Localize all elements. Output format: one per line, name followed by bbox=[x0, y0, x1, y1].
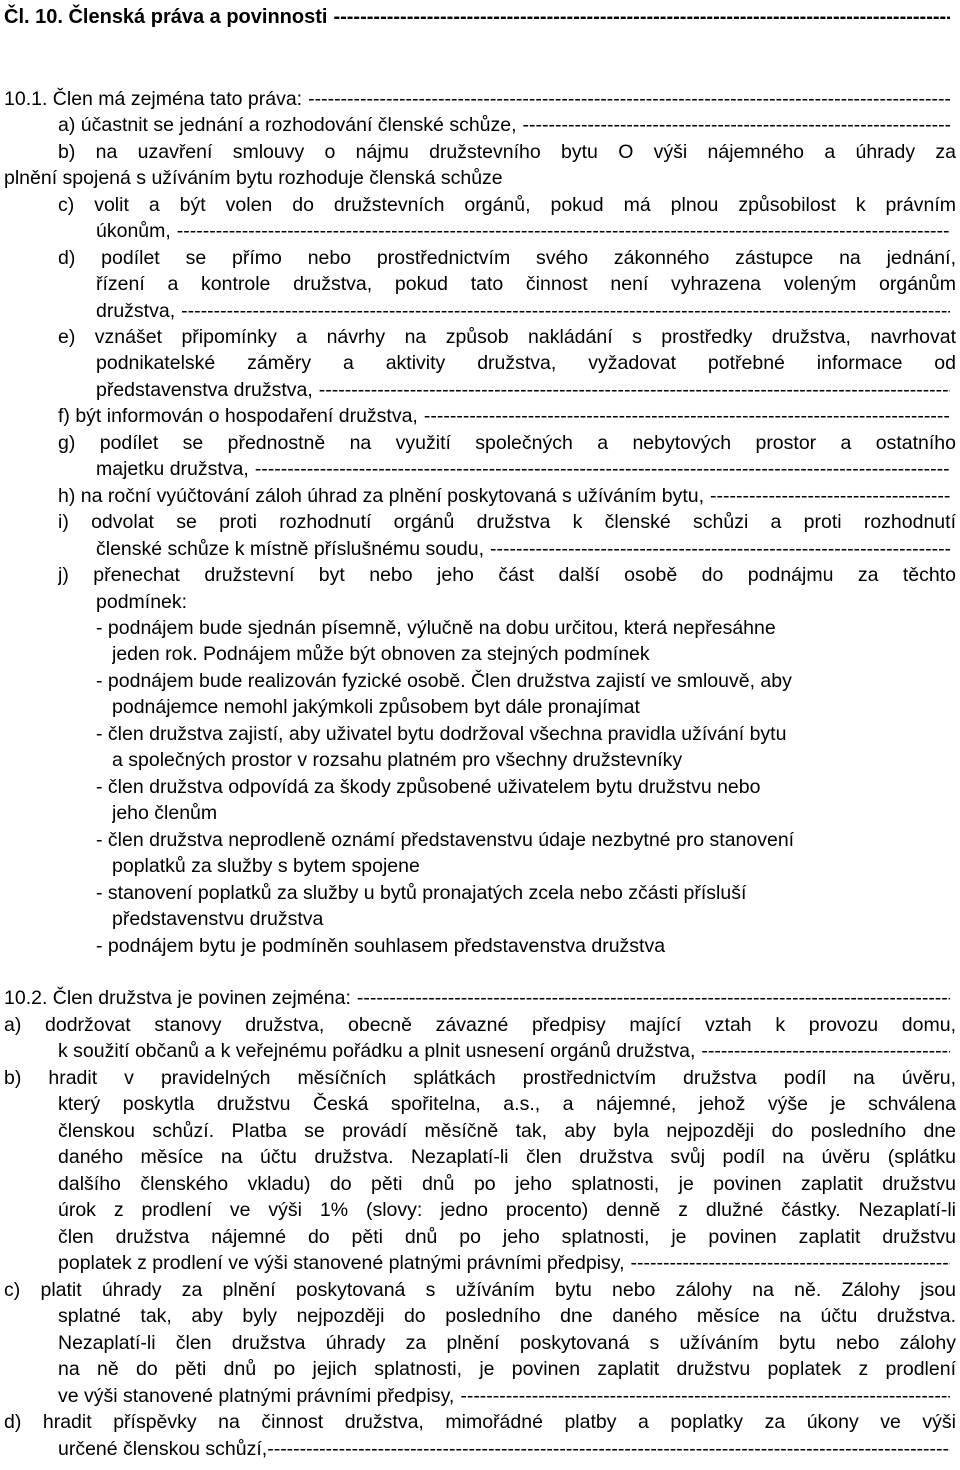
condition-line: - člen družstva zajistí, aby uživatel bytu dodržoval všechna pravidla užívání bytu bbox=[96, 723, 787, 745]
dash-leader bbox=[460, 1383, 950, 1409]
right-item-e-cont2 bbox=[96, 377, 950, 403]
duty-item-c-cont: splatné tak, aby byly nejpozději do posledního dne daného měsíce na účtu družstva. bbox=[58, 1305, 956, 1327]
right-item-d-cont2 bbox=[96, 298, 950, 324]
right-item-g-cont bbox=[96, 456, 950, 482]
duty-item-c-cont: na ně do pěti dnů po jejich splatnosti, je povinen zaplatit družstvu poplatek z prodlení bbox=[58, 1358, 956, 1380]
condition-line: představenstvu družstva bbox=[112, 908, 324, 930]
duty-item-d: d) hradit příspěvky na činnost družstva, mimořádné platby a poplatky za úkony ve výši bbox=[4, 1411, 956, 1433]
right-item-e-cont: podnikatelské záměry a aktivity družstva, vyžadovat potřebné informace od bbox=[96, 352, 956, 374]
condition-line: - člen družstva neprodleně oznámí představenstvu údaje nezbytné pro stanovení bbox=[96, 829, 795, 851]
right-item-c: c) volit a být volen do družstevních orgánů, pokud má plnou způsobilost k právním bbox=[58, 194, 956, 216]
dash-leader bbox=[631, 1250, 950, 1276]
item-text: členské schůze k místně příslušnému soudu, bbox=[96, 538, 485, 560]
right-item-d: d) podílet se přímo nebo prostřednictvím svého zákonného zástupce na jednání, bbox=[58, 247, 956, 269]
dash-leader bbox=[267, 1436, 950, 1462]
dash-leader bbox=[357, 985, 950, 1011]
duty-item-c-cont: Nezaplatí-li člen družstva úhrady za plnění poskytovaná s užíváním bytu nebo zálohy bbox=[58, 1332, 956, 1354]
condition-line: podnájemce nemohl jakýmkoli způsobem byt dále pronajímat bbox=[112, 696, 640, 718]
item-text: určené členskou schůzí, bbox=[58, 1438, 268, 1460]
dash-leader bbox=[490, 536, 950, 562]
duty-item-b: b) hradit v pravidelných měsíčních splátkách prostřednictvím družstva podíl na úvěru, bbox=[4, 1067, 956, 1089]
duty-item-a-cont bbox=[58, 1038, 950, 1064]
right-item-j: j) přenechat družstevní byt nebo jeho část další osobě do podnájmu za těchto bbox=[58, 564, 956, 586]
right-item-a bbox=[58, 112, 950, 138]
right-item-b-cont: plnění spojená s užíváním bytu rozhoduje členská schůze bbox=[4, 167, 503, 189]
article-heading bbox=[4, 4, 950, 30]
item-text: ve výši stanovené platnými právními předpisy, bbox=[58, 1385, 455, 1407]
condition-line: - stanovení poplatků za služby u bytů pronajatých zcela nebo zčásti přísluší bbox=[96, 882, 747, 904]
right-item-h bbox=[58, 483, 950, 509]
item-text: a) účastnit se jednání a rozhodování členské schůze, bbox=[58, 114, 517, 136]
duty-item-b-cont bbox=[58, 1250, 950, 1276]
right-item-e: e) vznášet připomínky a návrhy na způsob nakládání s prostředky družstva, navrhovat bbox=[58, 326, 956, 348]
duty-item-b-cont: dalšího členského vkladu) do pěti dnů po jeho splatnosti, je povinen zaplatit družstvu bbox=[58, 1173, 956, 1195]
item-text: úkonům, bbox=[96, 220, 171, 242]
right-item-g: g) podílet se přednostně na využití společných a nebytových prostor a ostatního bbox=[58, 432, 956, 454]
condition-line: - člen družstva odpovídá za škody způsobené uživatelem bytu družstvu nebo bbox=[96, 776, 761, 798]
section-10-2-intro bbox=[4, 985, 950, 1011]
duty-item-b-cont: úrok z prodlení ve výši 1% (slovy: jedno procento) denně z dlužné částky. Nezaplatí-li bbox=[58, 1199, 956, 1221]
dash-leader bbox=[424, 403, 950, 429]
dash-leader bbox=[710, 483, 950, 509]
dash-leader bbox=[701, 1038, 950, 1064]
condition-line: jeho členům bbox=[112, 802, 218, 824]
right-item-d-cont: řízení a kontrole družstva, pokud tato činnost není vyhrazena voleným orgánům bbox=[96, 273, 956, 295]
condition-line: poplatků za služby s bytem spojene bbox=[112, 855, 420, 877]
item-text: k soužití občanů a k veřejnému pořádku a plnit usnesení orgánů družstva, bbox=[58, 1040, 696, 1062]
condition-line: a společných prostor v rozsahu platném pro všechny družstevníky bbox=[112, 749, 683, 771]
condition-line: - podnájem bytu je podmíněn souhlasem představenstva družstva bbox=[96, 935, 666, 957]
condition-line: - podnájem bude sjednán písemně, výlučně na dobu určitou, která nepřesáhne bbox=[96, 617, 776, 639]
section-intro-text: 10.2. Člen družstva je povinen zejména: bbox=[4, 987, 351, 1009]
condition-line: jeden rok. Podnájem může být obnoven za stejných podmínek bbox=[112, 643, 650, 665]
dash-leader bbox=[333, 4, 950, 30]
right-item-b: b) na uzavření smlouvy o nájmu družstevního bytu O výši nájemného a úhrady za bbox=[58, 141, 956, 163]
right-item-f bbox=[58, 403, 950, 429]
right-item-j-cont: podmínek: bbox=[96, 591, 188, 613]
duty-item-c: c) platit úhrady za plnění poskytovaná s užíváním bytu nebo zálohy na ně. Zálohy jsou bbox=[4, 1279, 956, 1301]
dash-leader bbox=[523, 112, 950, 138]
duty-item-b-cont: člen družstva nájemné do pěti dnů po jeho splatnosti, je povinen zaplatit družstvu bbox=[58, 1226, 956, 1248]
dash-leader bbox=[177, 218, 950, 244]
duty-item-b-cont: daného měsíce na účtu družstva. Nezaplatí-li člen družstva svůj podíl na úvěru (splátku bbox=[58, 1146, 956, 1168]
item-text: majetku družstva, bbox=[96, 458, 249, 480]
duty-item-a: a) dodržovat stanovy družstva, obecně závazné předpisy mající vztah k provozu domu, bbox=[4, 1014, 956, 1036]
item-text: družstva, bbox=[96, 300, 176, 322]
duty-item-b-cont: který poskytla družstvu Česká spořitelna, a.s., a nájemné, jehož výše je schválena bbox=[58, 1093, 956, 1115]
heading-text: Čl. 10. Členská práva a povinnosti bbox=[4, 6, 328, 28]
duty-item-c-cont bbox=[58, 1383, 950, 1409]
duty-item-b-cont: členskou schůzí. Platba se provádí měsíčně tak, aby byla nejpozději do posledního dne bbox=[58, 1120, 956, 1142]
condition-line: - podnájem bude realizován fyzické osobě. Člen družstva zajistí ve smlouvě, aby bbox=[96, 670, 792, 692]
item-text: představenstva družstva, bbox=[96, 379, 313, 401]
item-text: f) být informován o hospodaření družstva, bbox=[58, 405, 418, 427]
dash-leader bbox=[319, 377, 950, 403]
section-10-1-intro bbox=[4, 86, 950, 112]
item-text: poplatek z prodlení ve výši stanovené platnými právními předpisy, bbox=[58, 1252, 625, 1274]
duty-item-d-cont bbox=[58, 1436, 950, 1462]
right-item-i-cont bbox=[96, 536, 950, 562]
dash-leader bbox=[255, 456, 950, 482]
right-item-i: i) odvolat se proti rozhodnutí orgánů družstva k členské schůzi a proti rozhodnutí bbox=[58, 511, 956, 533]
dash-leader bbox=[308, 86, 950, 112]
right-item-c-cont bbox=[96, 218, 950, 244]
dash-leader bbox=[181, 298, 950, 324]
section-intro-text: 10.1. Člen má zejména tato práva: bbox=[4, 88, 303, 110]
item-text: h) na roční vyúčtování záloh úhrad za plnění poskytovaná s užíváním bytu, bbox=[58, 485, 705, 507]
